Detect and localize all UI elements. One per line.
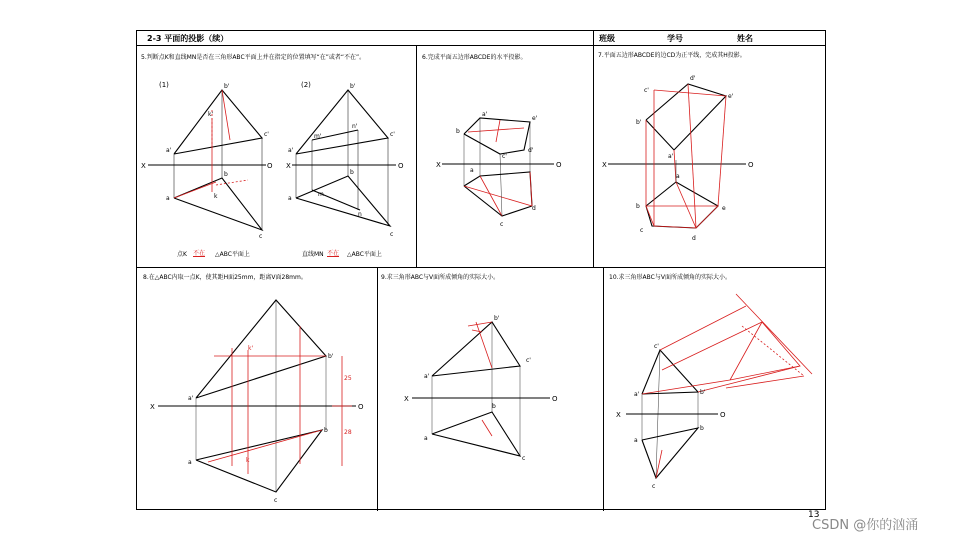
answer-2-prefix: 直线MN	[302, 251, 324, 258]
svg-text:e': e'	[728, 93, 734, 100]
svg-text:b': b'	[350, 83, 356, 90]
svg-text:b': b'	[636, 119, 642, 126]
svg-text:b: b	[636, 203, 640, 210]
problem-7-title: 7.平面五边形ABCDE的边CD为正平线，完成其H投影。	[598, 52, 746, 59]
svg-text:X: X	[436, 161, 441, 169]
class-label: 班级	[599, 34, 615, 43]
answer-1-suffix: △ABC平面上	[215, 251, 250, 258]
problem-10-title: 10.求三角形ABC与V面所成倾角的实际大小。	[609, 274, 731, 281]
watermark: CSDN @你的汹涌	[812, 518, 919, 533]
svg-text:O: O	[552, 395, 558, 403]
answer-2-value: 不在	[327, 250, 340, 257]
svg-text:m: m	[318, 191, 324, 198]
svg-text:a': a'	[668, 153, 674, 160]
svg-text:c: c	[522, 455, 526, 462]
svg-text:k': k'	[208, 111, 214, 118]
svg-text:X: X	[616, 411, 621, 419]
svg-text:b: b	[324, 427, 328, 434]
svg-text:c': c'	[654, 343, 659, 350]
svg-text:b: b	[492, 403, 496, 410]
problem-5-sub2: (2)	[301, 81, 311, 89]
svg-text:O: O	[358, 403, 364, 411]
svg-text:e': e'	[532, 115, 538, 122]
svg-text:b': b'	[224, 83, 230, 90]
answer-1-prefix: 点K	[177, 251, 187, 258]
svg-text:c': c'	[390, 131, 395, 138]
x-axis-label: X	[141, 162, 146, 170]
svg-text:c': c'	[264, 131, 269, 138]
svg-text:c: c	[390, 231, 394, 238]
svg-text:m': m'	[314, 133, 322, 140]
problem-5-sub1: (1)	[159, 81, 169, 89]
svg-text:a: a	[424, 435, 428, 442]
problem-9-title: 9.求三角形ABC与V面所成倾角的实际大小。	[381, 274, 500, 281]
svg-text:b: b	[224, 171, 228, 178]
svg-text:b: b	[700, 425, 704, 432]
svg-text:b': b'	[328, 353, 334, 360]
svg-text:a: a	[166, 195, 170, 202]
svg-text:c: c	[652, 483, 656, 490]
svg-text:a': a'	[166, 147, 172, 154]
page-number: 13	[808, 510, 820, 520]
problem-5-title: 5.判断点K和直线MN是否在三角形ABC平面上并在指定的位置填写“在”或者“不在”。	[141, 54, 366, 61]
svg-text:X: X	[286, 162, 291, 170]
svg-text:c: c	[640, 227, 644, 234]
svg-text:a: a	[470, 167, 474, 174]
answer-2-suffix: △ABC平面上	[347, 251, 382, 258]
problem-8-dim1: 25	[344, 375, 352, 382]
svg-text:n': n'	[352, 123, 358, 130]
section-title: 2-3 平面的投影（续）	[147, 34, 229, 43]
svg-text:O: O	[398, 162, 404, 170]
svg-text:d': d'	[690, 75, 696, 82]
svg-text:a: a	[188, 459, 192, 466]
svg-text:c': c'	[502, 153, 507, 160]
svg-text:d: d	[692, 235, 696, 242]
svg-text:k': k'	[248, 345, 254, 352]
svg-text:e: e	[722, 205, 726, 212]
svg-text:O: O	[720, 411, 726, 419]
student-no-label: 学号	[667, 34, 683, 43]
problem-6-title: 6.完成平面五边形ABCDE的水平投影。	[422, 54, 527, 61]
problem-8-title: 8.在△ABC内取一点K，使其距H面25mm，距离V面28mm。	[143, 274, 307, 281]
svg-text:c: c	[500, 221, 504, 228]
name-label: 姓名	[737, 34, 753, 43]
svg-text:n: n	[358, 211, 362, 218]
svg-text:c: c	[259, 233, 263, 240]
svg-text:b: b	[350, 169, 354, 176]
svg-text:a: a	[676, 173, 680, 180]
problem-8-dim2: 28	[344, 429, 352, 436]
svg-text:a': a'	[424, 373, 430, 380]
svg-text:c: c	[274, 497, 278, 504]
problem-10-drawing	[136, 30, 826, 510]
svg-text:a: a	[288, 195, 292, 202]
svg-text:X: X	[404, 395, 409, 403]
svg-text:a': a'	[482, 111, 488, 118]
o-axis-label: O	[267, 162, 273, 170]
svg-text:X: X	[602, 161, 607, 169]
svg-text:c': c'	[526, 357, 531, 364]
svg-text:b: b	[456, 128, 460, 135]
answer-1-value: 不在	[193, 250, 206, 257]
svg-text:a: a	[634, 437, 638, 444]
svg-text:k: k	[246, 457, 250, 464]
svg-text:a': a'	[288, 147, 294, 154]
svg-text:b': b'	[700, 389, 706, 396]
svg-text:c': c'	[644, 87, 649, 94]
svg-text:d: d	[532, 205, 536, 212]
svg-text:k: k	[214, 193, 218, 200]
svg-text:O: O	[556, 161, 562, 169]
svg-text:O: O	[748, 161, 754, 169]
svg-text:a': a'	[188, 395, 194, 402]
svg-text:d': d'	[528, 147, 534, 154]
svg-text:b': b'	[494, 315, 500, 322]
svg-text:a': a'	[634, 391, 640, 398]
svg-text:X: X	[150, 403, 155, 411]
